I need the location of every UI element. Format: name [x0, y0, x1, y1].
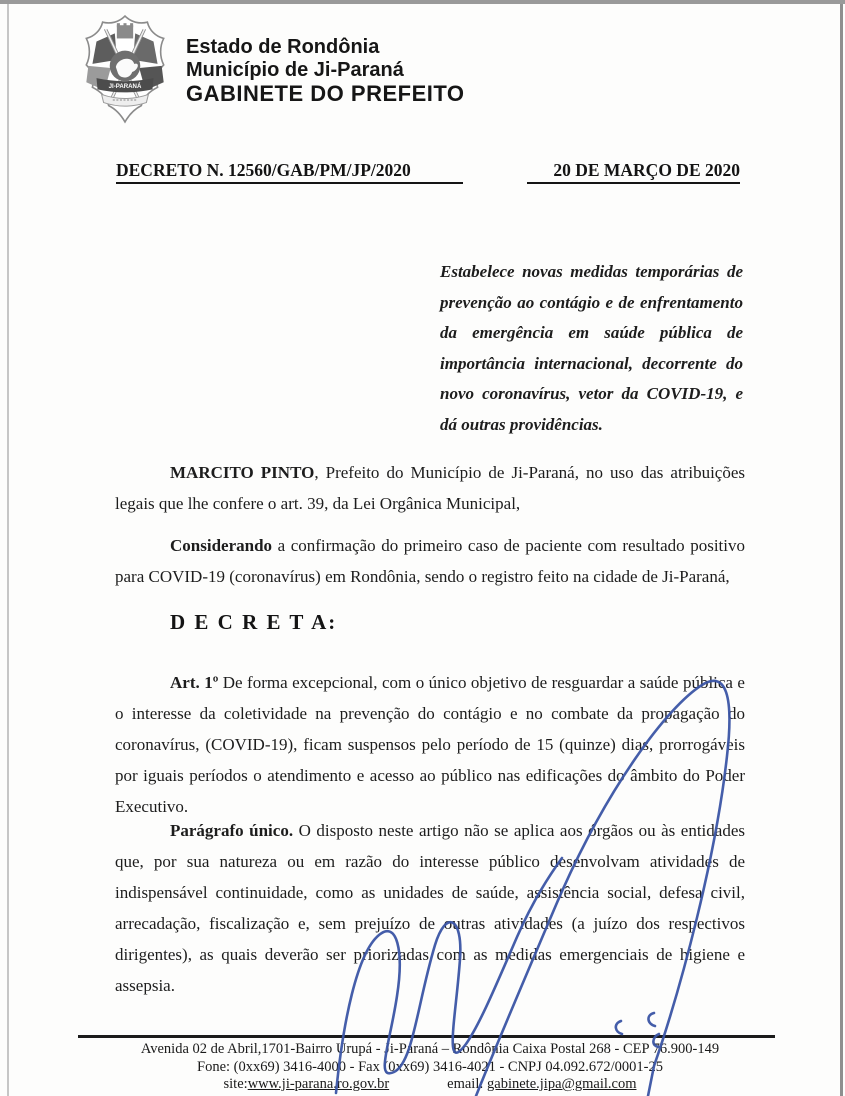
text-line: arrecadação, fiscalização e, sem prejuízo de outras atividades (a juízo dos respectivos: [115, 914, 745, 933]
decree-number: DECRETO N. 12560/GAB/PM/JP/2020: [116, 160, 463, 184]
decree-title-row: [116, 160, 740, 184]
text-line: novo coronavírus, vetor da COVID-19, e: [440, 384, 743, 403]
decree-date: 20 DE MARÇO DE 2020: [527, 160, 740, 184]
text-line: que, por sua natureza ou em razão do interesse público desenvolvam atividades de: [115, 852, 745, 871]
tower-icon: [117, 23, 133, 38]
banner-text: JI-PARANÁ: [108, 82, 142, 90]
text-line: Estabelece novas medidas temporárias de: [440, 262, 743, 281]
footer-rule: [78, 1035, 775, 1038]
letterhead: [186, 36, 465, 105]
footer-address: Avenida 02 de Abril,1701-Bairro Urupá - Ji-Paraná – Rondônia Caixa Postal 268 - CEP 76.900-149: [140, 1041, 720, 1057]
footer-phone: Fone: (0xx69) 3416-4000 - Fax (0xx69) 3416-4021 - CNPJ 04.092.672/0001-25: [197, 1058, 663, 1075]
scan-border-right: [840, 4, 843, 1096]
org-office: GABINETE DO PREFEITO: [186, 81, 465, 106]
text-line: Considerando a confirmação do primeiro caso de paciente com resultado positivo: [170, 536, 745, 555]
org-municipality: Município de Ji-Paraná: [186, 59, 404, 81]
text-line: importância internacional, decorrente do: [440, 353, 743, 373]
text-line: da emergência em saúde pública de: [440, 323, 743, 342]
ementa-summary: [440, 257, 743, 440]
scan-border-top: [0, 0, 845, 4]
text-line: o interesse da coletividade na prevenção do contágio e no combate da propagação do: [115, 704, 745, 723]
text-line: indispensável continuidade, como as unidades de saúde, assistência social, defesa civil,: [115, 883, 745, 902]
paragrafo-unico-paragraph: [115, 815, 745, 1001]
considerando-paragraph: [115, 530, 745, 592]
preamble-paragraph: [115, 457, 745, 519]
scan-border-left: [7, 4, 9, 1096]
text-line: Executivo.: [115, 797, 189, 816]
ji-parana-coat-of-arms-icon: [72, 13, 178, 127]
email-label: email:: [447, 1076, 488, 1092]
text-line: dá outras providências.: [440, 414, 603, 434]
email-link[interactable]: gabinete.jipa@gmail.com: [487, 1076, 637, 1092]
text-line: MARCITO PINTO, Prefeito do Município de Ji-Paraná, no uso das atribuições: [170, 463, 745, 482]
text-line: assepsia.: [115, 976, 175, 995]
footer-block: [60, 1041, 800, 1094]
text-line: coronavírus, (COVID-19), ficam suspensos pelo período de 15 (quinze) dias, prorrogáveis: [115, 735, 745, 754]
text-line: por iguais períodos o atendimento e acesso ao público nas edificações do âmbito do Poder: [115, 766, 745, 785]
article-1-paragraph: [115, 667, 745, 822]
text-line: legais que lhe confere o art. 39, da Lei Orgânica Municipal,: [115, 494, 521, 513]
org-state: Estado de Rondônia: [186, 36, 380, 58]
footer-links: [60, 1076, 800, 1094]
text-line: para COVID-19 (coronavírus) em Rondônia, sendo o registro feito na cidade de Ji-Paraná,: [115, 567, 730, 586]
text-line: dirigentes), as quais deverão ser priorizadas com as medidas emergenciais de higiene e: [115, 945, 745, 964]
decreta-heading: D E C R E T A:: [170, 610, 338, 634]
site-link[interactable]: www.ji-parana.ro.gov.br: [247, 1076, 390, 1092]
text-line: Art. 1º De forma excepcional, com o único objetivo de resguardar a saúde pública e: [170, 673, 745, 692]
site-label: site:: [223, 1076, 248, 1092]
signature-mark-1: [616, 1021, 622, 1034]
text-line: prevenção ao contágio e de enfrentamento: [440, 292, 743, 312]
signature-mark-2: [648, 1013, 655, 1026]
text-line: Parágrafo único. O disposto neste artigo não se aplica aos órgãos ou às entidades: [170, 821, 745, 840]
